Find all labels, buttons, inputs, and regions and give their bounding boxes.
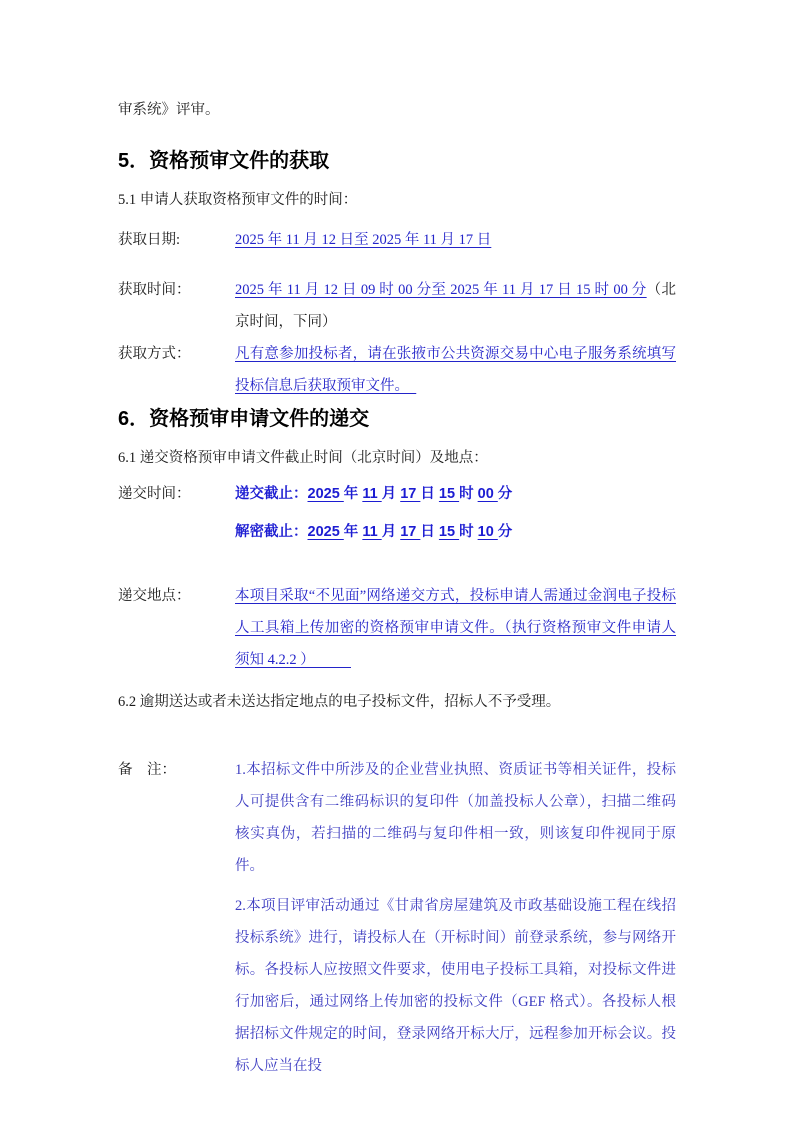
section-6-heading: 6．资格预审申请文件的递交 xyxy=(118,408,370,430)
submit-place-value xyxy=(235,580,676,676)
deadline-part: 17 xyxy=(400,524,421,540)
remark-item: 1.本招标文件中所涉及的企业营业执照、资质证书等相关证件，投标人可提供含有二维码标识的复印件（加盖投标人公章），扫描二维码核实真伪，若扫描的二维码与复印件相一致，则该复印件视同于原件。 xyxy=(235,762,676,874)
acquire-time-label: 获取时间： xyxy=(118,282,191,298)
submit-time-label: 递交时间： xyxy=(118,486,191,502)
clause-5-1: 5.1 申请人获取资格预审文件的时间： xyxy=(118,192,358,208)
field-row-acquire-date xyxy=(118,224,676,256)
deadline-part: 时 xyxy=(459,524,478,540)
submit-place-link-text: 本项目采取“不见面”网络递交方式，投标申请人需通过金润电子投标人工具箱上传加密的资格预审申请文件。（执行资格预审文件申请人须知 4.2.2 ） xyxy=(235,588,676,668)
deadline-part: 时 xyxy=(459,486,478,502)
deadline-part: 日 xyxy=(420,524,439,540)
field-row-acquire-method xyxy=(118,338,676,402)
deadline-part: 15 xyxy=(438,524,460,540)
deadline-part: 年 xyxy=(343,524,363,540)
submit-deadline-line xyxy=(235,478,676,510)
deadline-part: 10 xyxy=(477,524,498,540)
deadline-part: 月 xyxy=(381,524,401,540)
deadline-part: 分 xyxy=(497,524,513,540)
acquire-date-value xyxy=(235,224,676,256)
acquire-time-link-text: 2025 年 11 月 12 日 09 时 00 分至 2025 年 11 月 17 日 15 时 00 分 xyxy=(235,282,647,298)
acquire-time-value xyxy=(235,274,676,338)
deadline-part: 年 xyxy=(343,486,363,502)
remarks-list xyxy=(235,754,676,1082)
remarks-row xyxy=(118,754,676,1082)
remarks-label: 备 注： xyxy=(118,762,176,778)
deadline-part: 17 xyxy=(400,486,421,502)
acquire-date-label: 获取日期: xyxy=(118,232,181,248)
field-row-acquire-time xyxy=(118,274,676,338)
clause-6-1: 6.1 递交资格预审申请文件截止时间（北京时间）及地点： xyxy=(118,450,488,466)
deadline-part: 日 xyxy=(420,486,439,502)
deadline-part: 解密截止： xyxy=(235,524,308,540)
acquire-method-value xyxy=(235,338,676,402)
deadline-part: 15 xyxy=(438,486,460,502)
intro-text: 审系统》评审。 xyxy=(118,102,220,118)
decrypt-deadline-line xyxy=(235,516,676,548)
remark-item: 2.本项目评审活动通过《甘肃省房屋建筑及市政基础设施工程在线招投标系统》进行，请投标人在（开标时间）前登录系统，参与网络开标。各投标人应按照文件要求，使用电子投标工具箱，对投标文件进行加密后，通过网络上传加密的投标文件（GEF 格式）。各投标人根据招标文件规定的时间，登录网络开标大厅，远程参加开标会议。投标人应当在投 xyxy=(235,898,676,1074)
submit-time-value xyxy=(235,478,676,548)
deadline-part: 2025 xyxy=(307,486,344,502)
section-5-heading: 5．资格预审文件的获取 xyxy=(118,150,330,172)
clause-6-2: 6.2 逾期送达或者未送达指定地点的电子投标文件，招标人不予受理。 xyxy=(118,694,561,710)
acquire-time-suffix: （北京时间，下同） xyxy=(235,282,676,330)
deadline-part: 11 xyxy=(362,524,382,540)
acquire-method-label: 获取方式： xyxy=(118,346,191,362)
submit-place-label: 递交地点： xyxy=(118,588,191,604)
deadline-part: 2025 xyxy=(307,524,344,540)
acquire-date-link-text: 2025 年 11 月 12 日至 2025 年 11 月 17 日 xyxy=(235,232,492,248)
field-row-submit-place xyxy=(118,580,676,676)
deadline-part: 分 xyxy=(497,486,513,502)
deadline-part: 递交截止： xyxy=(235,486,308,502)
deadline-part: 00 xyxy=(477,486,498,502)
acquire-method-link-text: 凡有意参加投标者，请在张掖市公共资源交易中心电子服务系统填写投标信息后获取预审文件。 xyxy=(235,346,676,394)
deadline-part: 月 xyxy=(381,486,401,502)
deadline-part: 11 xyxy=(362,486,382,502)
field-row-submit-time xyxy=(118,478,676,548)
